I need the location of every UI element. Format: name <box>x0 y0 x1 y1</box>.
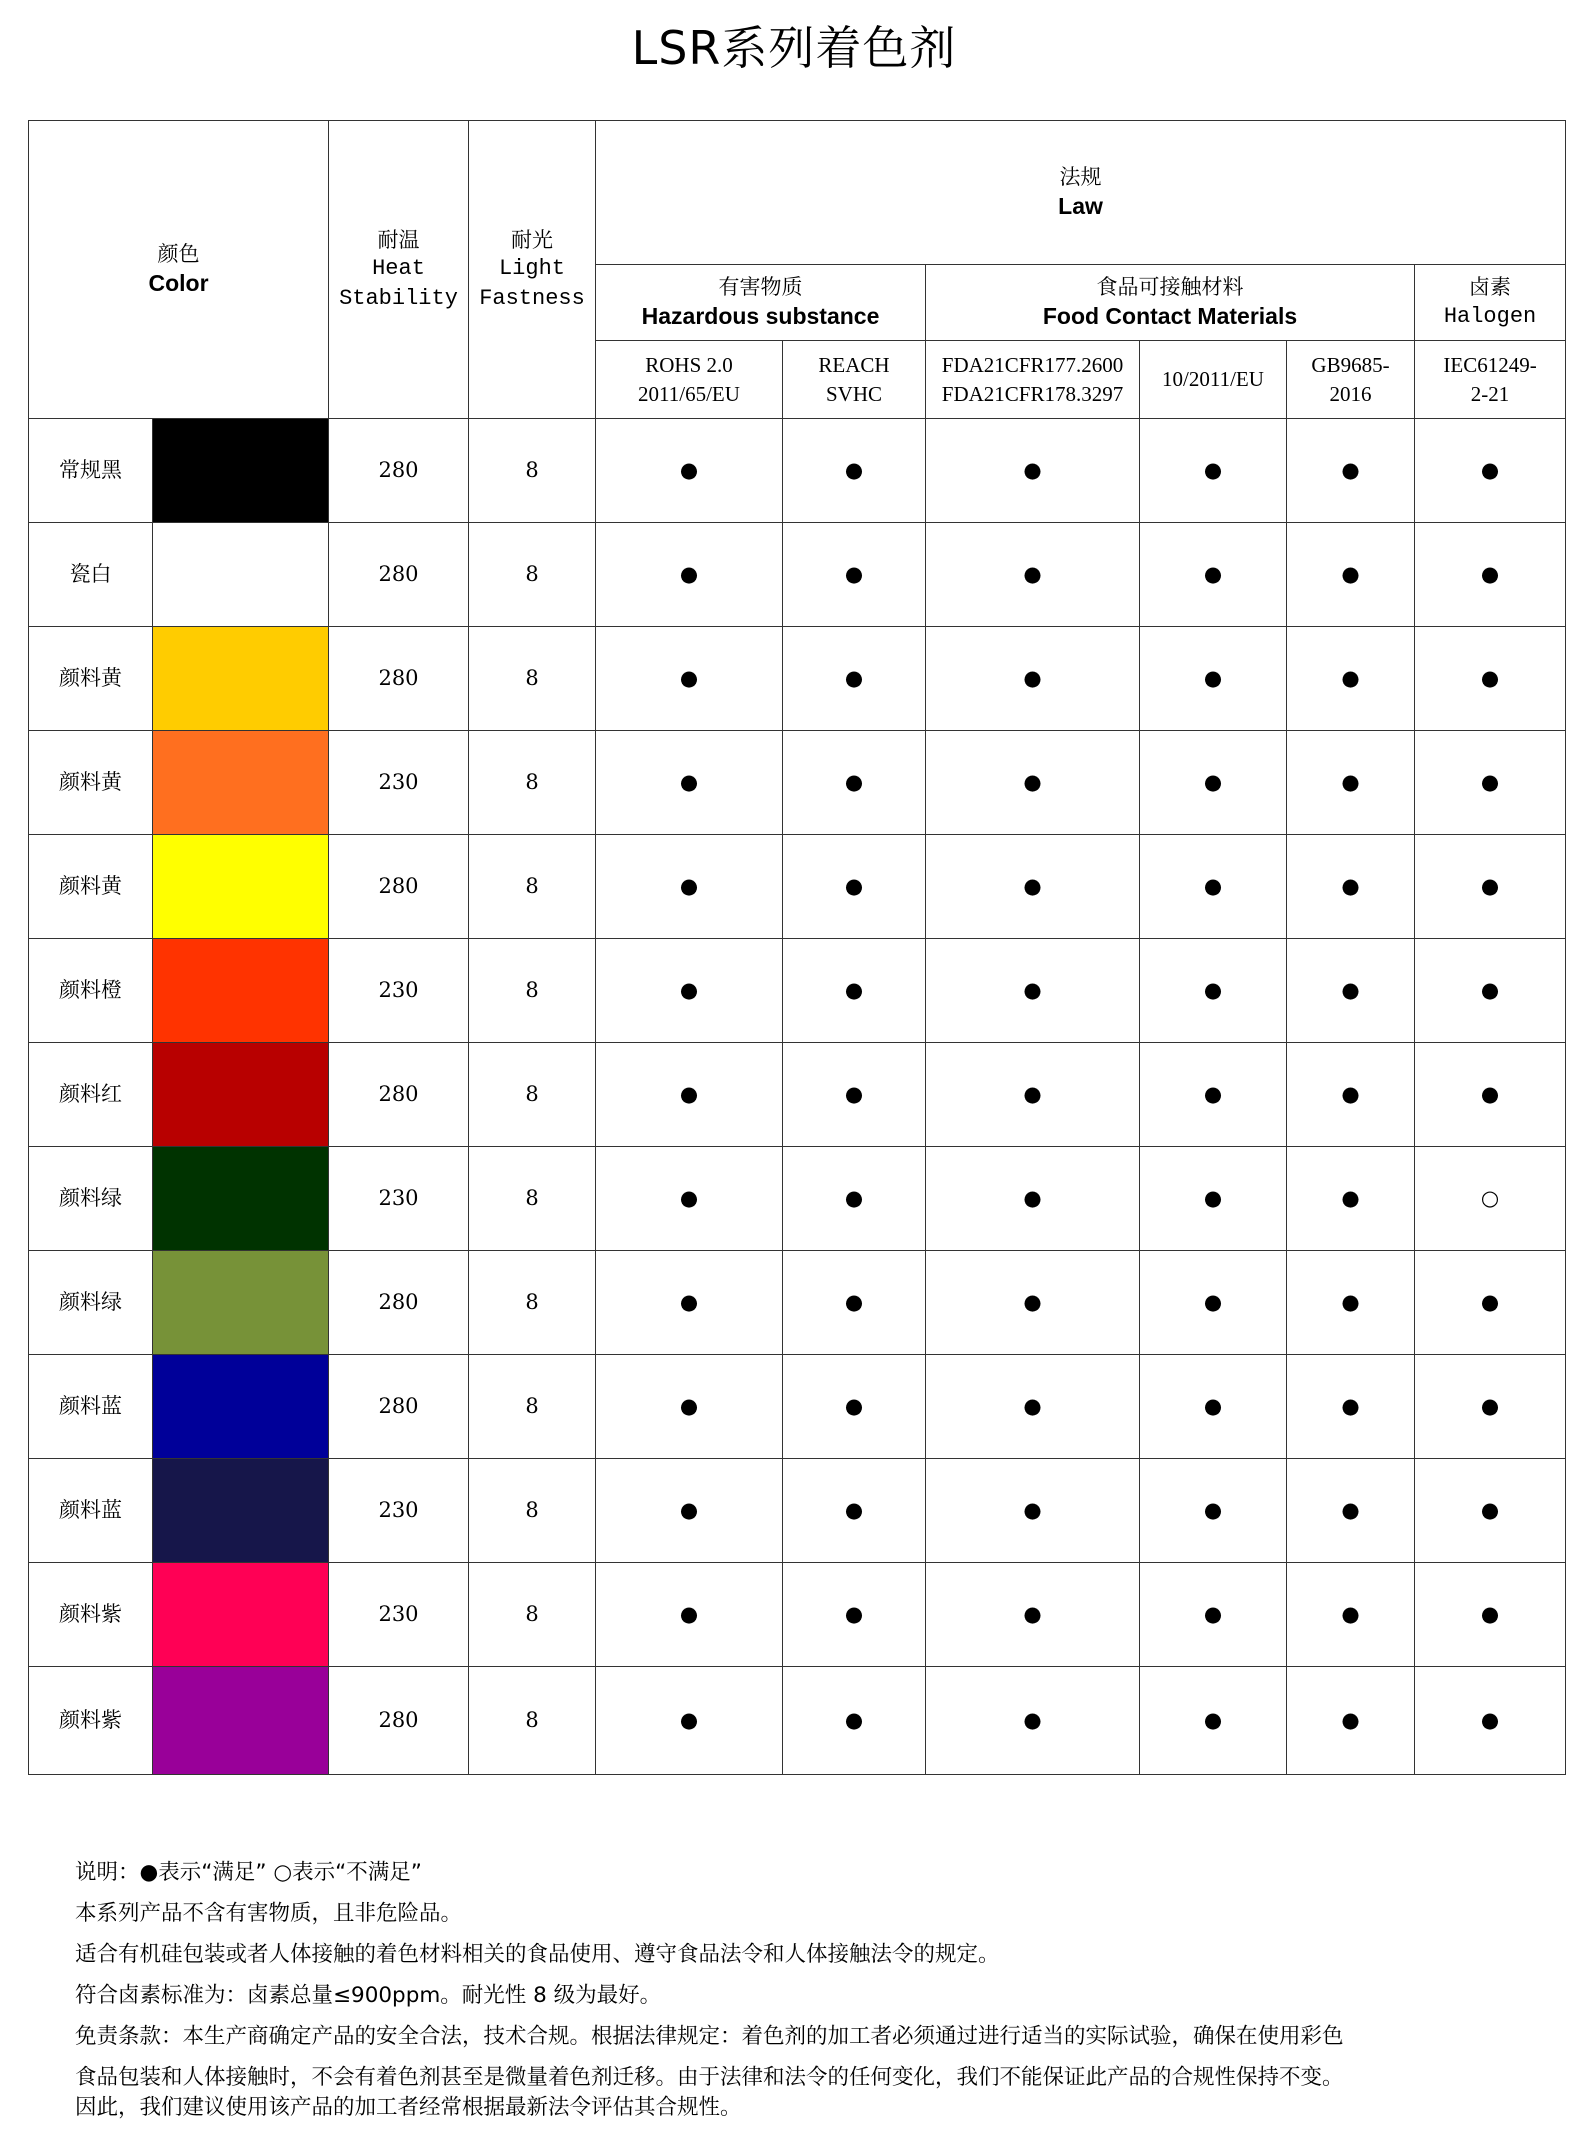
note-disclaimer-3: 因此，我们建议使用该产品的加工者经常根据最新法令评估其合规性。 <box>75 2095 742 2120</box>
reach-mark: ● <box>783 1667 926 1775</box>
header-light-fastness: 耐光 Light Fastness <box>469 121 596 419</box>
colorant-spec-table <box>28 120 1566 1775</box>
halogen-mark: ● <box>1415 1251 1566 1355</box>
rohs-mark: ● <box>596 1563 783 1667</box>
fda-mark: ● <box>926 835 1140 939</box>
eu-food-mark: ● <box>1140 1147 1287 1251</box>
halogen-mark: ● <box>1415 1355 1566 1459</box>
halogen-mark: ● <box>1415 419 1566 523</box>
fda-mark: ● <box>926 523 1140 627</box>
rohs-mark: ● <box>596 731 783 835</box>
header-iec: IEC61249- 2-21 <box>1415 341 1566 419</box>
color-swatch <box>153 523 329 627</box>
fda-mark: ● <box>926 1355 1140 1459</box>
color-name: 颜料蓝 <box>29 1459 153 1563</box>
eu-food-mark: ● <box>1140 939 1287 1043</box>
reach-mark: ● <box>783 627 926 731</box>
reach-mark: ● <box>783 939 926 1043</box>
color-swatch <box>153 835 329 939</box>
color-swatch <box>153 1147 329 1251</box>
rohs-mark: ● <box>596 627 783 731</box>
rohs-mark: ● <box>596 1355 783 1459</box>
note-legend: 说明：●表示“满足” ○表示“不满足” <box>75 1860 422 1885</box>
heat-stability-value: 280 <box>329 523 469 627</box>
halogen-mark: ● <box>1415 1563 1566 1667</box>
eu-food-mark: ● <box>1140 419 1287 523</box>
note-halogen: 符合卤素标准为：卤素总量≤900ppm。耐光性 8 级为最好。 <box>75 1983 662 2008</box>
header-eu-food: 10/2011/EU <box>1140 341 1287 419</box>
header-rohs: ROHS 2.0 2011/65/EU <box>596 341 783 419</box>
heat-stability-value: 230 <box>329 939 469 1043</box>
halogen-mark: ○ <box>1415 1147 1566 1251</box>
header-heat-stability: 耐温 Heat Stability <box>329 121 469 419</box>
gb-mark: ● <box>1287 523 1415 627</box>
color-swatch <box>153 1459 329 1563</box>
rohs-mark: ● <box>596 419 783 523</box>
header-halogen: 卤素 Halogen <box>1415 265 1566 341</box>
fda-mark: ● <box>926 1043 1140 1147</box>
gb-mark: ● <box>1287 731 1415 835</box>
note-no-hazard: 本系列产品不含有害物质，且非危险品。 <box>75 1901 463 1926</box>
heat-stability-value: 230 <box>329 731 469 835</box>
light-fastness-value: 8 <box>469 939 596 1043</box>
heat-stability-value: 280 <box>329 1043 469 1147</box>
color-name: 颜料橙 <box>29 939 153 1043</box>
table-row <box>29 1459 1566 1563</box>
fda-mark: ● <box>926 1147 1140 1251</box>
header-gb: GB9685- 2016 <box>1287 341 1415 419</box>
gb-mark: ● <box>1287 1667 1415 1775</box>
color-name: 颜料黄 <box>29 731 153 835</box>
color-name: 颜料紫 <box>29 1563 153 1667</box>
light-fastness-value: 8 <box>469 1459 596 1563</box>
table-row <box>29 835 1566 939</box>
color-swatch <box>153 419 329 523</box>
gb-mark: ● <box>1287 1147 1415 1251</box>
heat-stability-value: 280 <box>329 419 469 523</box>
heat-stability-value: 230 <box>329 1563 469 1667</box>
light-fastness-value: 8 <box>469 835 596 939</box>
light-fastness-value: 8 <box>469 1355 596 1459</box>
heat-stability-value: 280 <box>329 1251 469 1355</box>
rohs-mark: ● <box>596 835 783 939</box>
color-name: 颜料红 <box>29 1043 153 1147</box>
color-name: 颜料绿 <box>29 1147 153 1251</box>
table-row <box>29 1043 1566 1147</box>
gb-mark: ● <box>1287 1251 1415 1355</box>
heat-stability-value: 280 <box>329 1667 469 1775</box>
heat-stability-value: 280 <box>329 835 469 939</box>
halogen-mark: ● <box>1415 835 1566 939</box>
table-row <box>29 1355 1566 1459</box>
notes <box>75 1852 1515 2123</box>
color-name: 常规黑 <box>29 419 153 523</box>
header-hazardous-substance: 有害物质 Hazardous substance <box>596 265 926 341</box>
color-name: 颜料蓝 <box>29 1355 153 1459</box>
table-row <box>29 419 1566 523</box>
table-row <box>29 1147 1566 1251</box>
color-swatch <box>153 1355 329 1459</box>
reach-mark: ● <box>783 1355 926 1459</box>
rohs-mark: ● <box>596 939 783 1043</box>
halogen-mark: ● <box>1415 1667 1566 1775</box>
rohs-mark: ● <box>596 1147 783 1251</box>
reach-mark: ● <box>783 419 926 523</box>
light-fastness-value: 8 <box>469 731 596 835</box>
light-fastness-value: 8 <box>469 1251 596 1355</box>
reach-mark: ● <box>783 1043 926 1147</box>
gb-mark: ● <box>1287 627 1415 731</box>
color-swatch <box>153 1667 329 1775</box>
halogen-mark: ● <box>1415 731 1566 835</box>
color-swatch <box>153 731 329 835</box>
eu-food-mark: ● <box>1140 731 1287 835</box>
eu-food-mark: ● <box>1140 627 1287 731</box>
heat-stability-value: 280 <box>329 627 469 731</box>
gb-mark: ● <box>1287 939 1415 1043</box>
light-fastness-value: 8 <box>469 419 596 523</box>
fda-mark: ● <box>926 1563 1140 1667</box>
eu-food-mark: ● <box>1140 1563 1287 1667</box>
table-row <box>29 523 1566 627</box>
table-row <box>29 939 1566 1043</box>
reach-mark: ● <box>783 1251 926 1355</box>
color-name: 瓷白 <box>29 523 153 627</box>
color-name: 颜料紫 <box>29 1667 153 1775</box>
note-usage: 适合有机硅包装或者人体接触的着色材料相关的食品使用、遵守食品法令和人体接触法令的规定。 <box>75 1942 1000 1967</box>
color-swatch <box>153 1563 329 1667</box>
reach-mark: ● <box>783 1563 926 1667</box>
rohs-mark: ● <box>596 523 783 627</box>
eu-food-mark: ● <box>1140 1355 1287 1459</box>
fda-mark: ● <box>926 1667 1140 1775</box>
eu-food-mark: ● <box>1140 1043 1287 1147</box>
color-swatch <box>153 627 329 731</box>
halogen-mark: ● <box>1415 627 1566 731</box>
color-swatch <box>153 939 329 1043</box>
header-color: 颜色 Color <box>29 121 329 419</box>
header-fda: FDA21CFR177.2600 FDA21CFR178.3297 <box>926 341 1140 419</box>
fda-mark: ● <box>926 1459 1140 1563</box>
reach-mark: ● <box>783 835 926 939</box>
light-fastness-value: 8 <box>469 523 596 627</box>
color-swatch <box>153 1251 329 1355</box>
halogen-mark: ● <box>1415 939 1566 1043</box>
table-row <box>29 627 1566 731</box>
table-row <box>29 1251 1566 1355</box>
color-name: 颜料黄 <box>29 627 153 731</box>
color-name: 颜料绿 <box>29 1251 153 1355</box>
table-row <box>29 1563 1566 1667</box>
header-food-contact: 食品可接触材料 Food Contact Materials <box>926 265 1415 341</box>
color-name: 颜料黄 <box>29 835 153 939</box>
reach-mark: ● <box>783 523 926 627</box>
gb-mark: ● <box>1287 835 1415 939</box>
reach-mark: ● <box>783 1147 926 1251</box>
fda-mark: ● <box>926 939 1140 1043</box>
rohs-mark: ● <box>596 1043 783 1147</box>
eu-food-mark: ● <box>1140 1251 1287 1355</box>
table-row <box>29 731 1566 835</box>
header-law: 法规 Law <box>596 121 1566 265</box>
reach-mark: ● <box>783 731 926 835</box>
light-fastness-value: 8 <box>469 1563 596 1667</box>
rohs-mark: ● <box>596 1251 783 1355</box>
table-row <box>29 1667 1566 1775</box>
gb-mark: ● <box>1287 1043 1415 1147</box>
note-disclaimer-1: 免责条款：本生产商确定产品的安全合法，技术合规。根据法律规定：着色剂的加工者必须通过进行适当的实际试验，确保在使用彩色 <box>75 2024 1344 2049</box>
halogen-mark: ● <box>1415 1459 1566 1563</box>
eu-food-mark: ● <box>1140 1667 1287 1775</box>
note-disclaimer-2: 食品包装和人体接触时，不会有着色剂甚至是微量着色剂迁移。由于法律和法令的任何变化，我们不能保证此产品的合规性保持不变。 <box>75 2065 1344 2090</box>
light-fastness-value: 8 <box>469 1667 596 1775</box>
rohs-mark: ● <box>596 1667 783 1775</box>
heat-stability-value: 280 <box>329 1355 469 1459</box>
header-reach: REACH SVHC <box>783 341 926 419</box>
gb-mark: ● <box>1287 1563 1415 1667</box>
gb-mark: ● <box>1287 419 1415 523</box>
eu-food-mark: ● <box>1140 523 1287 627</box>
reach-mark: ● <box>783 1459 926 1563</box>
fda-mark: ● <box>926 1251 1140 1355</box>
halogen-mark: ● <box>1415 1043 1566 1147</box>
page-title: LSR系列着色剂 <box>631 21 957 75</box>
fda-mark: ● <box>926 419 1140 523</box>
eu-food-mark: ● <box>1140 1459 1287 1563</box>
heat-stability-value: 230 <box>329 1147 469 1251</box>
rohs-mark: ● <box>596 1459 783 1563</box>
gb-mark: ● <box>1287 1355 1415 1459</box>
gb-mark: ● <box>1287 1459 1415 1563</box>
light-fastness-value: 8 <box>469 1043 596 1147</box>
light-fastness-value: 8 <box>469 627 596 731</box>
fda-mark: ● <box>926 627 1140 731</box>
color-swatch <box>153 1043 329 1147</box>
eu-food-mark: ● <box>1140 835 1287 939</box>
heat-stability-value: 230 <box>329 1459 469 1563</box>
fda-mark: ● <box>926 731 1140 835</box>
light-fastness-value: 8 <box>469 1147 596 1251</box>
halogen-mark: ● <box>1415 523 1566 627</box>
